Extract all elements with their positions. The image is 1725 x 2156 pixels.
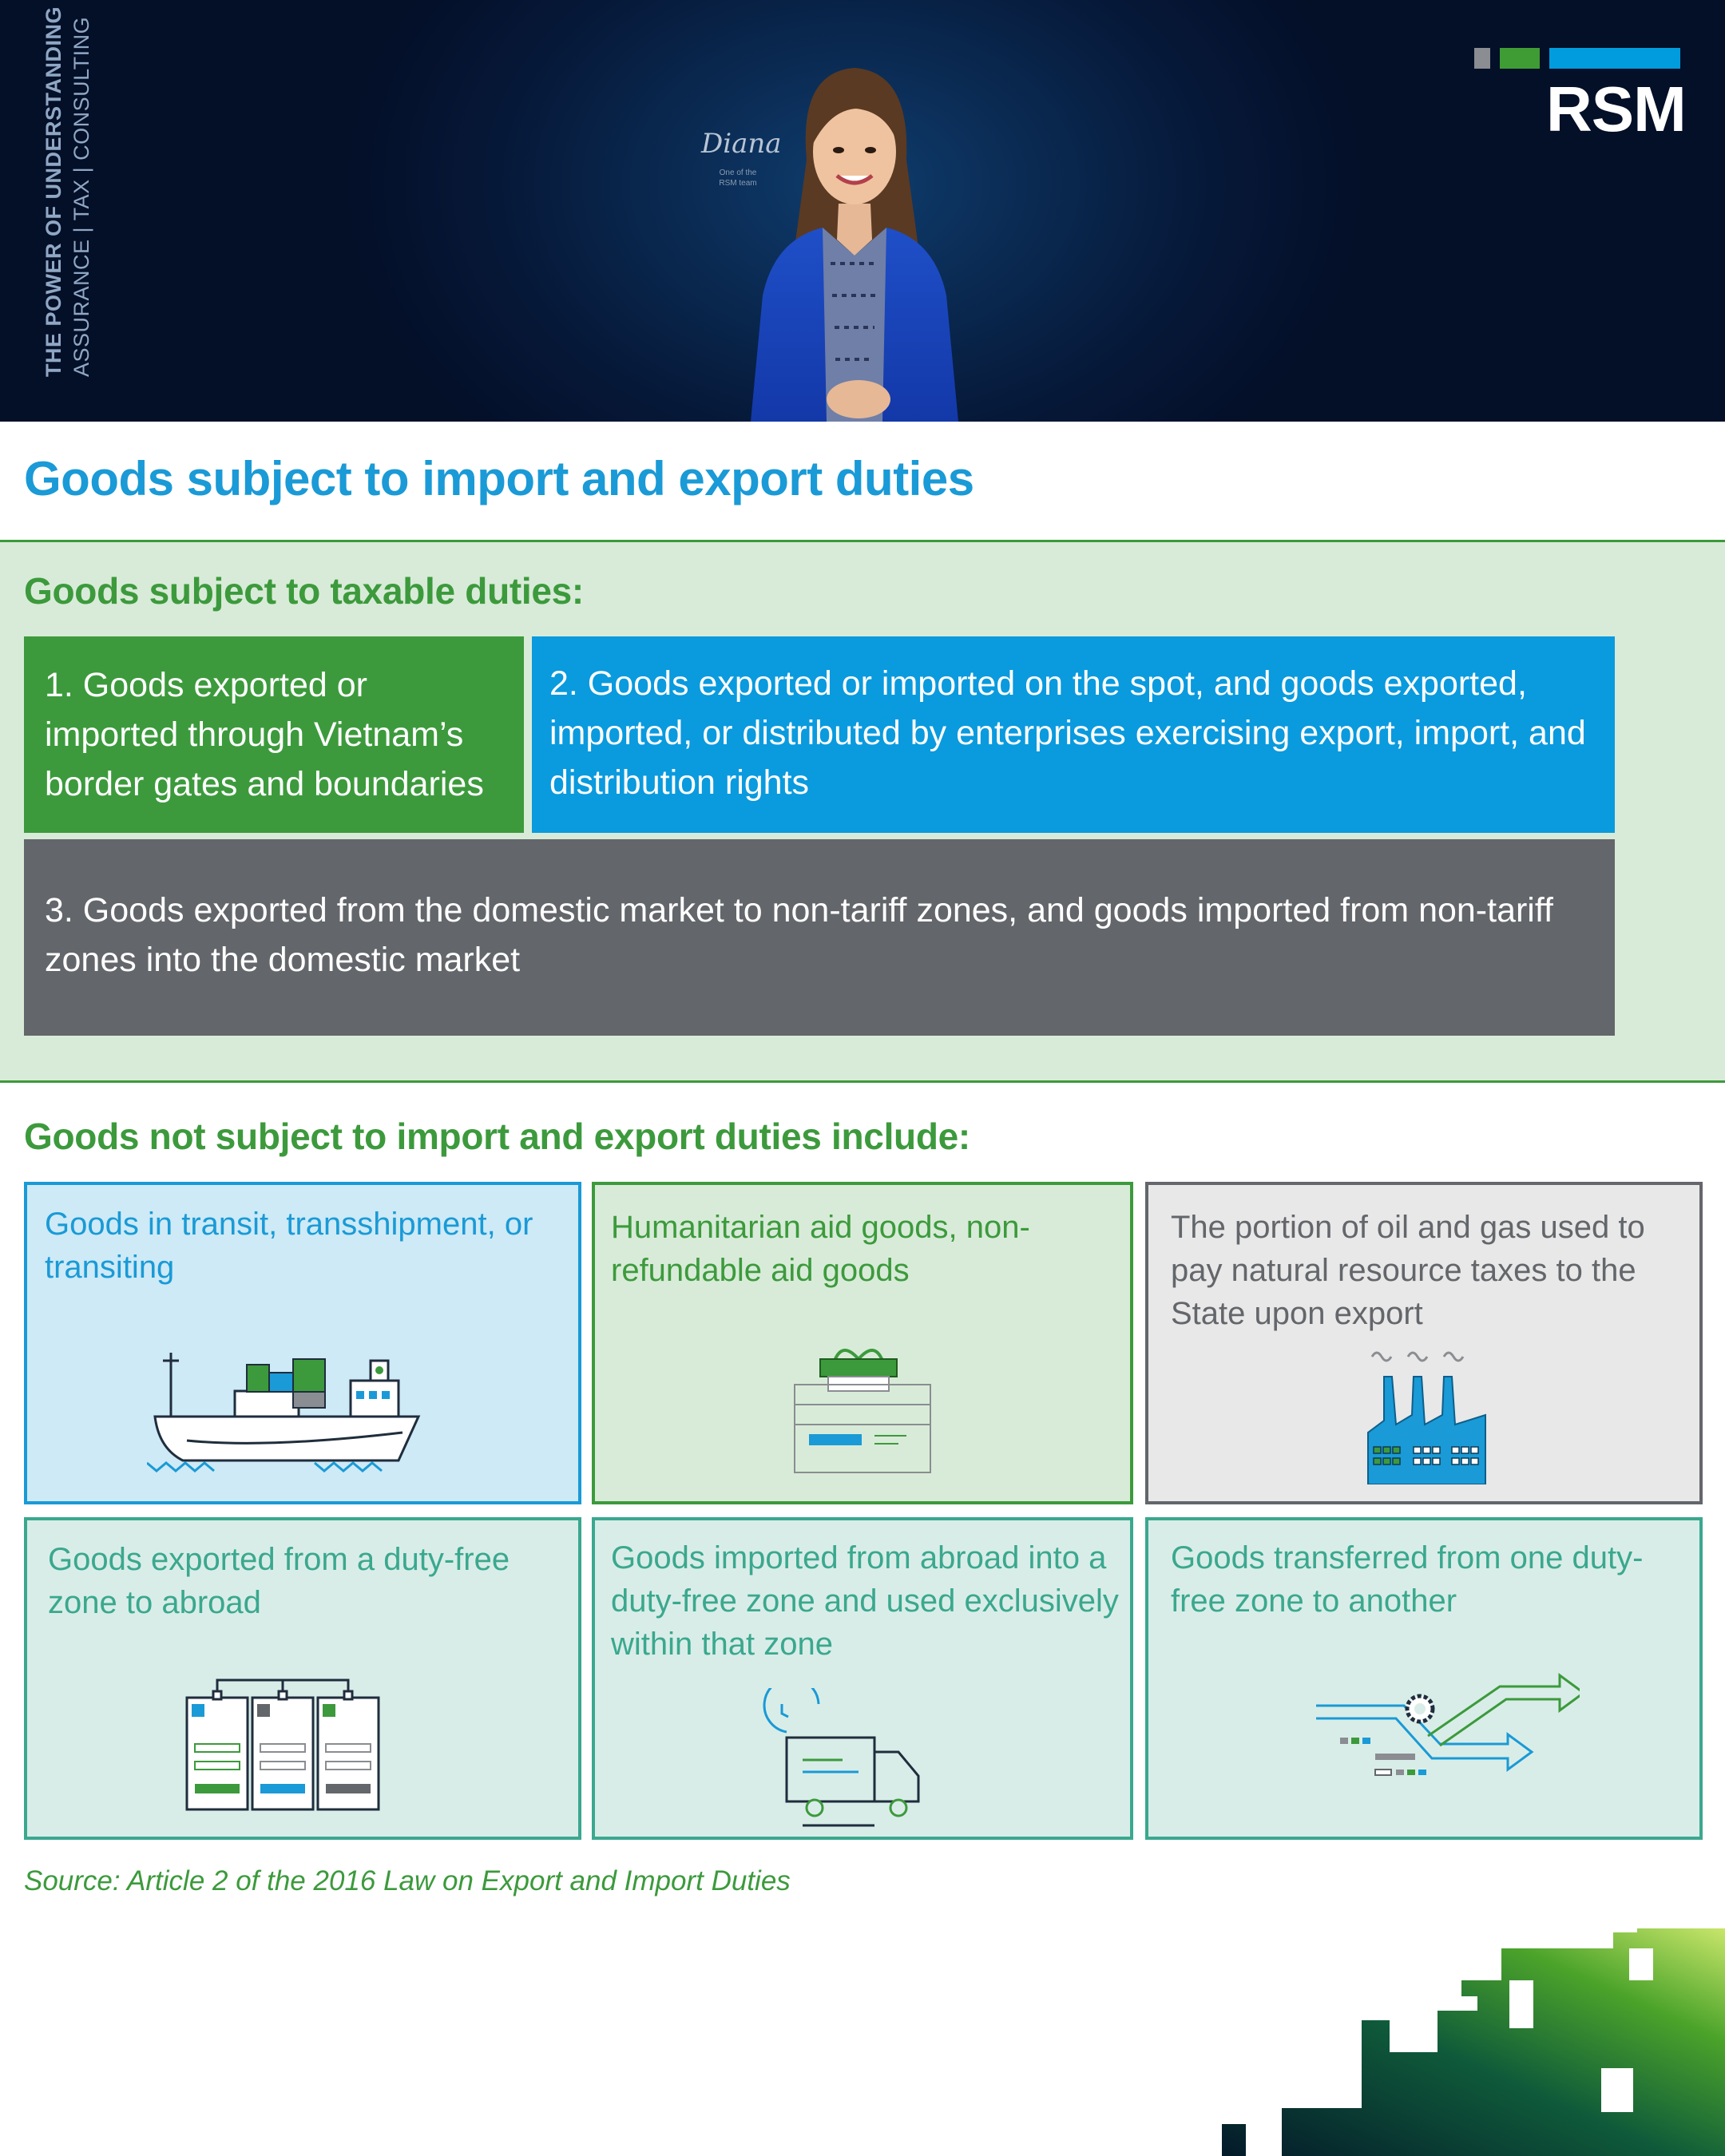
tagline-line1: THE POWER OF UNDERSTANDING: [42, 6, 65, 377]
signature-caption: One of the RSM team: [719, 168, 757, 188]
source-citation: Source: Article 2 of the 2016 Law on Export and Import Duties: [24, 1865, 791, 1896]
tagline-line2: ASSURANCE | TAX | CONSULTING: [69, 16, 93, 377]
card-oil-gas-text: The portion of oil and gas used to pay natural resource taxes to the State upon export: [1171, 1210, 1645, 1331]
card-import-text: Goods imported from abroad into a duty-free zone and used exclusively within that zone: [611, 1540, 1119, 1662]
taxable-item-1: [24, 636, 524, 833]
taxable-item-2: [532, 636, 1615, 833]
transfer-arrows-icon: [1308, 1664, 1580, 1808]
taxable-item-1-text: 1. Goods exported or imported through Vietnam’s border gates and boundaries: [45, 666, 484, 803]
card-export-text: Goods exported from a duty-free zone to abroad: [48, 1542, 510, 1620]
card-aid-text: Humanitarian aid goods, non-refundable aid goods: [611, 1210, 1030, 1288]
factory-icon: [1364, 1345, 1492, 1484]
card-transfer-duty-free: [1145, 1517, 1703, 1840]
card-humanitarian-aid: [592, 1182, 1133, 1504]
not-subject-heading: Goods not subject to import and export duties include:: [24, 1116, 970, 1157]
taxable-item-3: [24, 839, 1615, 1036]
cargo-ship-icon: [147, 1337, 434, 1472]
page-title: Goods subject to import and export duties: [24, 452, 974, 505]
taxable-item-2-text: 2. Goods exported or imported on the spot, and goods exported, imported, or distributed by enterprises exercising export, import, and distribution rights: [549, 664, 1586, 802]
card-transfer-text: Goods transferred from one duty-free zone to another: [1171, 1540, 1644, 1619]
card-transit: [24, 1182, 581, 1504]
decorative-pixel-graphic: [1198, 1916, 1725, 2156]
taxable-item-3-text: 3. Goods exported from the domestic market to non-tariff zones, and goods imported from non-tariff zones into the domestic market: [45, 891, 1553, 979]
card-import-duty-free: [592, 1517, 1133, 1840]
delivery-truck-icon: [755, 1688, 938, 1832]
card-oil-gas: [1145, 1182, 1703, 1504]
taxable-heading: Goods subject to taxable duties:: [24, 570, 584, 612]
portrait-image: [719, 56, 990, 422]
card-transit-text: Goods in transit, transshipment, or transiting: [45, 1207, 533, 1285]
tagline: [40, 6, 96, 377]
header-banner: [0, 0, 1725, 422]
gift-box-icon: [787, 1337, 938, 1480]
card-export-duty-free: [24, 1517, 581, 1840]
taxable-goods-section: [0, 540, 1725, 1083]
signature: Diana: [701, 128, 782, 160]
rsm-logo: RSM: [1546, 73, 1686, 145]
documents-icon: [179, 1672, 387, 1816]
